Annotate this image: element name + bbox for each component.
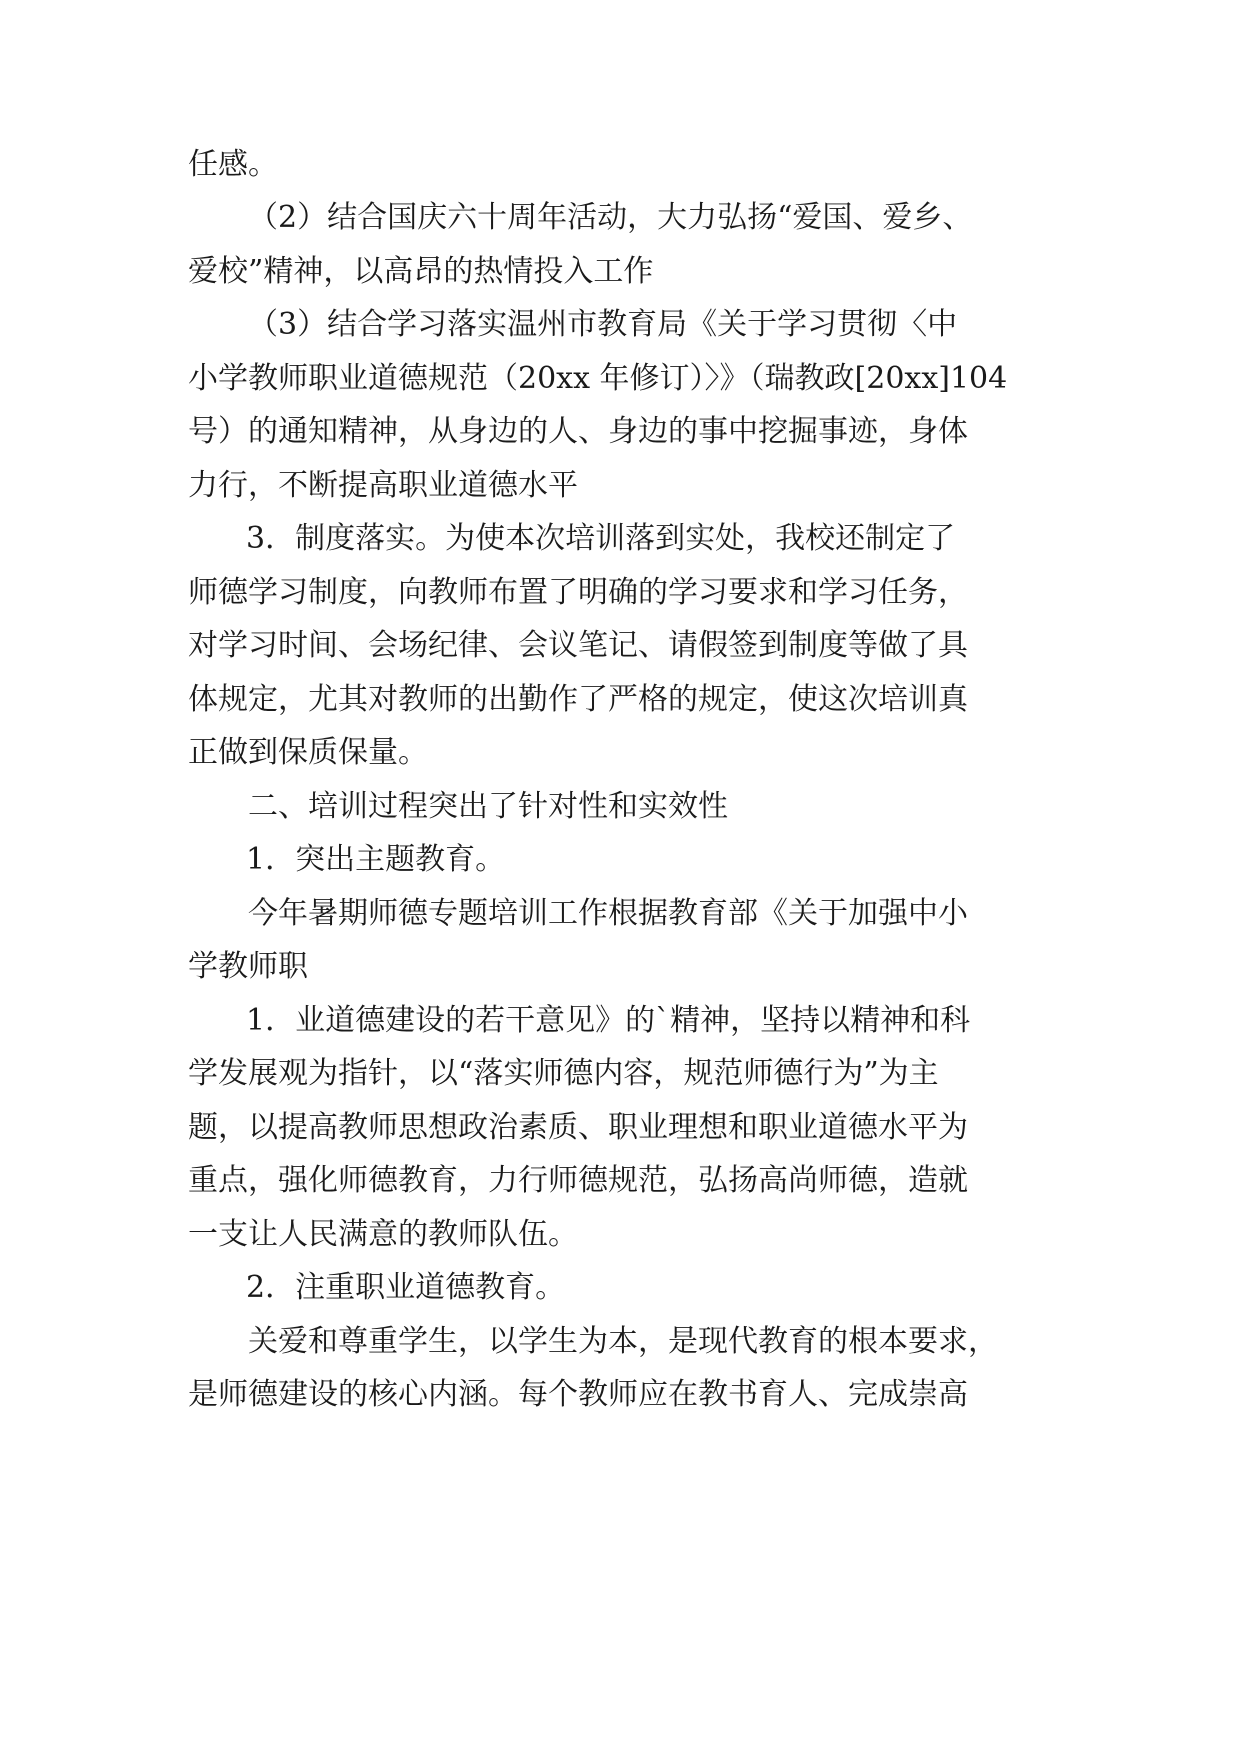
text-line-10: 对学习时间、会场纪律、会议笔记、请假签到制度等做了具 [188, 628, 968, 663]
text-line-18: 学发展观为指针，以“落实师德内容，规范师德行为”为主 [188, 1056, 939, 1091]
text-line-4: （3）结合学习落实温州市教育局《关于学习贯彻〈中 [248, 307, 958, 342]
section-heading: 二、培训过程突出了针对性和实效性 [248, 789, 728, 824]
text-line-1: 任感。 [188, 147, 278, 182]
text-line-20: 重点，强化师德教育，力行师德规范，弘扬高尚师德，造就 [188, 1163, 968, 1198]
text-line-7: 力行，不断提高职业道德水平 [188, 468, 578, 503]
text-line-11: 体规定，尤其对教师的出勤作了严格的规定，使这次培训真 [188, 682, 968, 717]
text-line-17: 1．业道德建设的若干意见》的`精神，坚持以精神和科 [246, 1003, 971, 1038]
text-line-23: 关爱和尊重学生，以学生为本，是现代教育的根本要求， [248, 1324, 998, 1359]
text-line-12: 正做到保质保量。 [188, 735, 428, 770]
text-line-16: 学教师职 [188, 949, 308, 984]
text-line-2: （2）结合国庆六十周年活动，大力弘扬“爱国、爱乡、 [248, 200, 973, 235]
text-line-22: 2．注重职业道德教育。 [246, 1270, 566, 1305]
text-line-19: 题，以提高教师思想政治素质、职业理想和职业道德水平为 [188, 1110, 968, 1145]
text-line-14: 1．突出主题教育。 [246, 842, 506, 877]
text-line-3: 爱校”精神，以高昂的热情投入工作 [188, 254, 654, 289]
text-line-21: 一支让人民满意的教师队伍。 [188, 1217, 578, 1252]
text-line-9: 师德学习制度，向教师布置了明确的学习要求和学习任务， [188, 575, 968, 610]
text-line-15: 今年暑期师德专题培训工作根据教育部《关于加强中小 [248, 896, 968, 931]
text-line-6: 号）的通知精神，从身边的人、身边的事中挖掘事迹，身体 [188, 414, 968, 449]
text-line-8: 3．制度落实。为使本次培训落到实处，我校还制定了 [246, 521, 956, 556]
text-line-24: 是师德建设的核心内涵。每个教师应在教书育人、完成崇高 [188, 1377, 968, 1412]
text-line-5: 小学教师职业道德规范（20xx 年修订）〉》（瑞教政[20xx]104 [188, 361, 1008, 396]
